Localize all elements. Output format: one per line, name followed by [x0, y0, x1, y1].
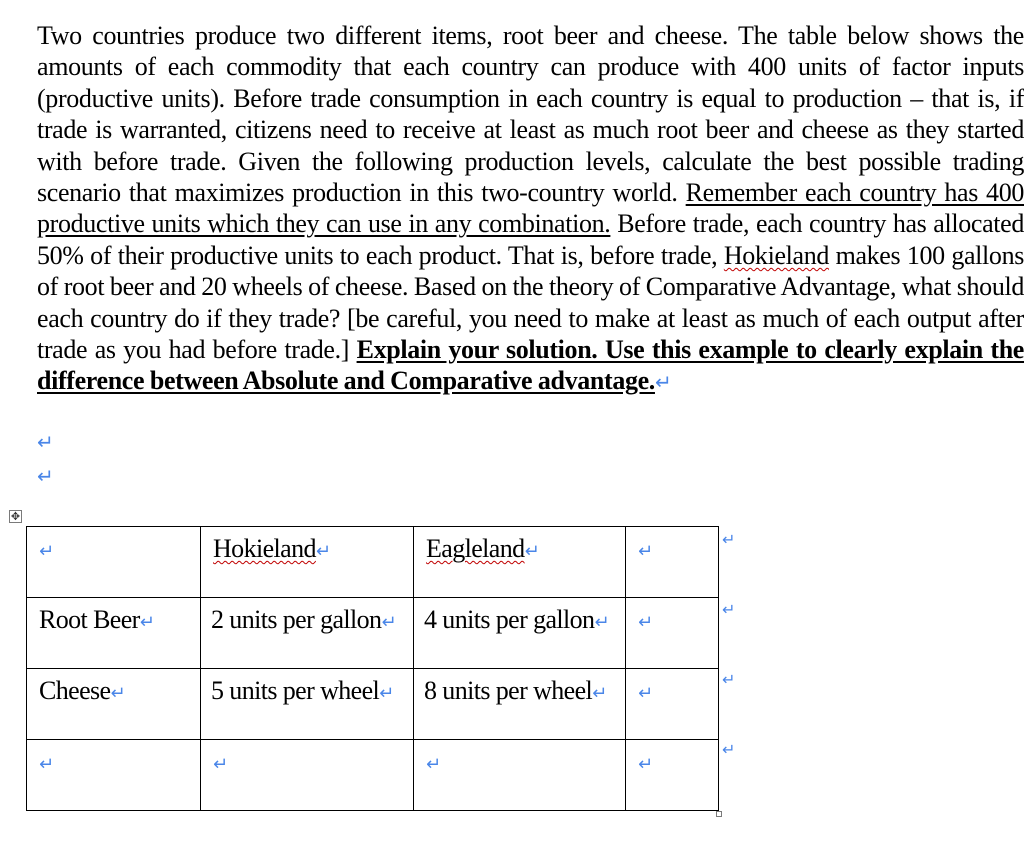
bold-instruction: Explain your solution. Use this example to clearly explain the difference between Absolute and Comparative advantage. [37, 335, 1024, 396]
table-cell-hokieland-cheese[interactable]: 5 units per wheel↵ [201, 669, 414, 740]
table-header-row [27, 527, 719, 598]
spellcheck-hokieland[interactable]: Hokieland [723, 240, 830, 270]
question-paragraph [37, 20, 1024, 399]
table-cell-eagleland-root-beer[interactable]: 4 units per gallon↵ [414, 598, 626, 669]
row-end-mark-icon: ↵ [722, 530, 736, 549]
table-cell-eagleland-cheese[interactable]: 8 units per wheel↵ [414, 669, 626, 740]
table-header-eagleland[interactable]: Eagleland↵ [414, 527, 626, 598]
cell-mark-icon: ↵ [638, 754, 653, 775]
table-cell-root-beer-label[interactable]: Root Beer↵ [27, 598, 201, 669]
cell-mark-icon: ↵ [638, 683, 653, 704]
cell-mark-icon: ↵ [39, 754, 54, 775]
table-cell[interactable] [27, 740, 201, 811]
table-row-root-beer [27, 598, 719, 669]
cell-mark-icon: ↵ [594, 612, 609, 633]
paragraph-text-1: Two countries produce two different items, root beer and cheese. The table below shows the amounts of each commodity that each country can produce with 400 units of factor inputs (productive units). Before trade consumption in each country is equal to production – that is, if trade is warranted, citizens need to receive at least as much root beer and cheese as they started with before trade. Given the following production levels, calculate the best possible trading scenario that maximizes production in this two-country world. [37, 21, 1024, 208]
table-row-empty [27, 740, 719, 811]
cell-mark-icon: ↵ [426, 754, 441, 775]
cell-mark-icon: ↵ [592, 683, 607, 704]
table-cell[interactable] [27, 527, 201, 598]
cell-mark-icon: ↵ [638, 612, 653, 633]
cell-mark-icon: ↵ [524, 541, 540, 562]
paragraph-text-2: Before trade, each country has allocated 50% of their productive units to each product. That is, before trade, [37, 209, 1024, 270]
table-cell[interactable] [626, 669, 719, 740]
table-cell[interactable] [414, 740, 626, 811]
table-cell[interactable] [626, 740, 719, 811]
paragraph-text-3: makes 100 gallons of root beer and 20 wheels of cheese. Based on the theory of Comparative Advantage, what should each country do if they trade? [be careful, you need to make at least as much of each output after trade as you had before trade.] [37, 240, 1024, 365]
table-cell[interactable] [626, 598, 719, 669]
table-cell[interactable] [201, 740, 414, 811]
production-table [26, 526, 719, 811]
table-cell[interactable] [626, 527, 719, 598]
cell-mark-icon: ↵ [39, 541, 54, 562]
table-cell-cheese-label[interactable]: Cheese↵ [27, 669, 201, 740]
cell-mark-icon: ↵ [379, 683, 394, 704]
cell-mark-icon: ↵ [638, 541, 653, 562]
table-resize-handle-icon[interactable] [716, 811, 722, 817]
table-header-hokieland[interactable]: Hokieland↵ [201, 527, 414, 598]
paragraph-mark-icon: ↵ [37, 464, 54, 488]
cell-mark-icon: ↵ [213, 754, 228, 775]
cell-mark-icon: ↵ [139, 612, 155, 633]
row-end-mark-icon: ↵ [722, 600, 736, 619]
underlined-instruction: Remember each country has 400 productive units which they can use in any combination. [37, 178, 1024, 239]
cell-mark-icon: ↵ [315, 541, 331, 562]
table-row-cheese [27, 669, 719, 740]
row-end-mark-icon: ↵ [722, 670, 736, 689]
cell-mark-icon: ↵ [381, 612, 396, 633]
row-end-mark-icon: ↵ [722, 740, 736, 759]
table-cell-hokieland-root-beer[interactable]: 2 units per gallon↵ [201, 598, 414, 669]
table-move-handle-icon[interactable]: ✥ [10, 510, 21, 523]
cell-mark-icon: ↵ [110, 683, 125, 704]
paragraph-mark-icon: ↵ [37, 430, 54, 454]
paragraph-mark-icon: ↵ [654, 370, 672, 395]
